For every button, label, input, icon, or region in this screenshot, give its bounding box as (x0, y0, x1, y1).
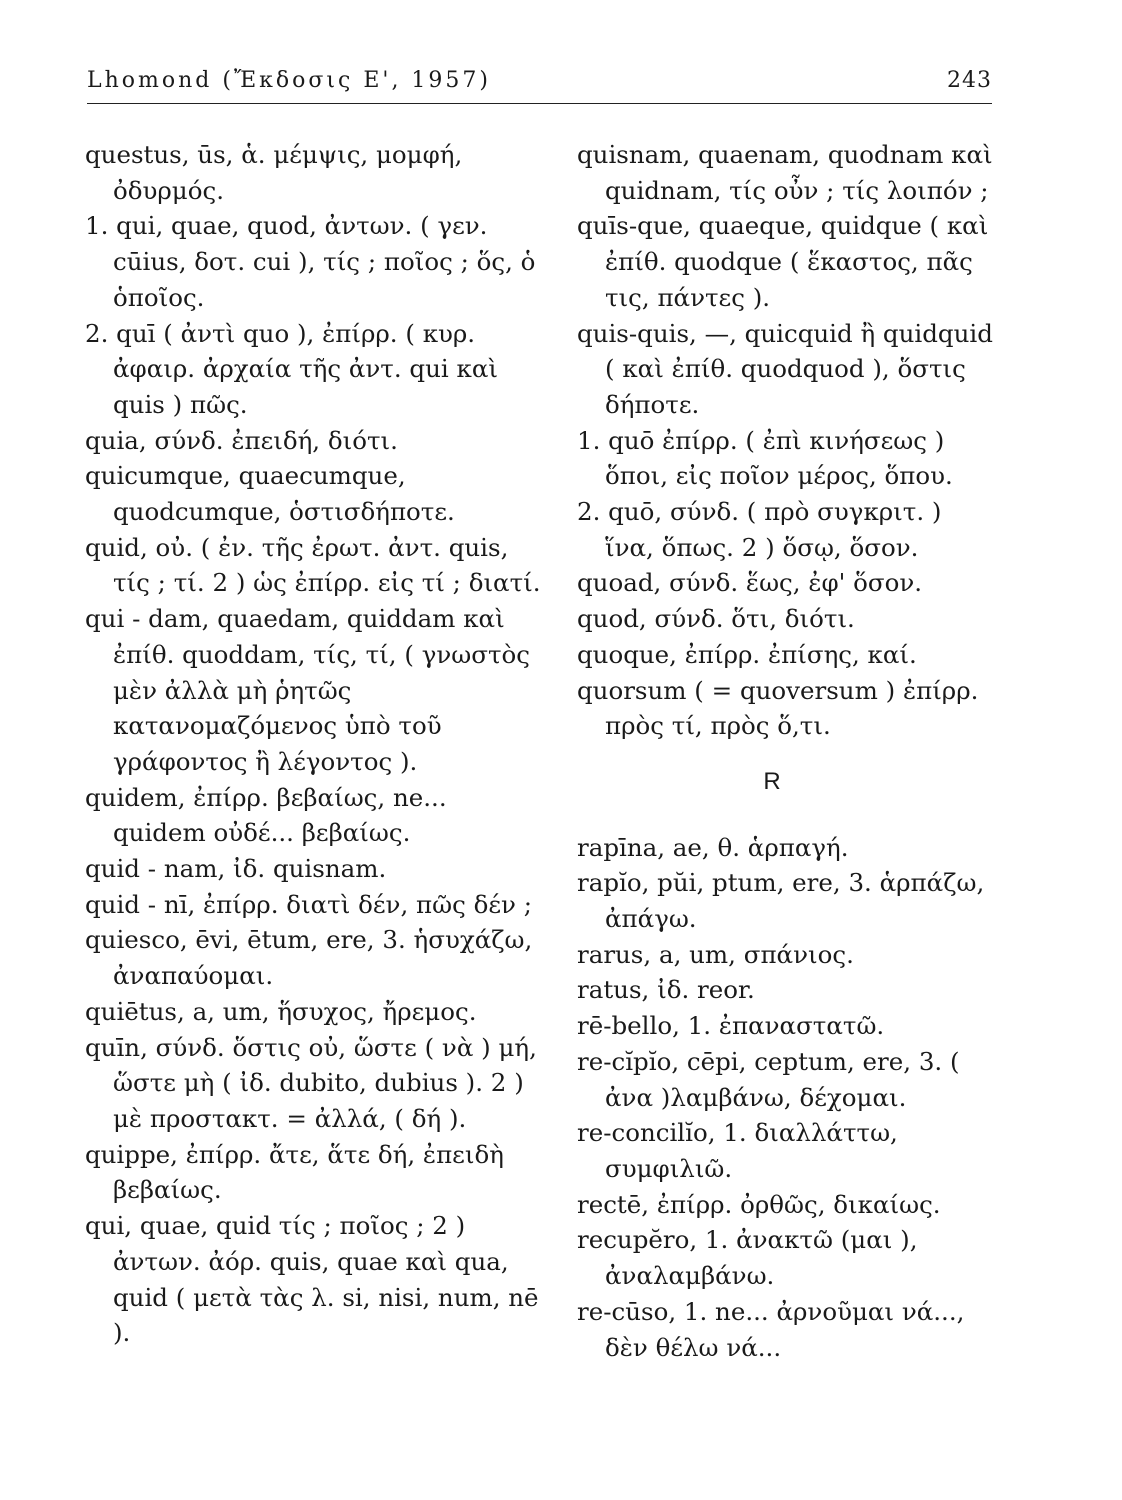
dictionary-entry: recupĕro, 1. ἀνακτῶ (μαι ), ἀναλαμβάνω. (577, 1225, 918, 1291)
dictionary-entry: rapīna, ae, θ. ἁρπαγή. (577, 832, 849, 862)
dictionary-entry: quīs-que, quaeque, quidque ( καὶ ἐπίθ. quodque ( ἕκαστος, πᾶς τις, πάντες ). (577, 211, 989, 312)
dictionary-entry: quoad, σύνδ. ἕως, ἐφ' ὅσον. (577, 568, 923, 598)
section-letter-heading: R (763, 767, 781, 795)
dictionary-entry: 1. quō ἐπίρρ. ( ἐπὶ κινήσεως ) ὅποι, εἰς ποῖον μέρος, ὅπου. (577, 425, 953, 491)
dictionary-entry: quiētus, a, um, ἥσυχος, ἤρεμος. (85, 996, 477, 1026)
dictionary-entry: 2. quō, σύνδ. ( πρὸ συγκριτ. ) ἵνα, ὅπως. 2 ) ὅσῳ, ὅσον. (577, 497, 942, 562)
dictionary-entry: rectē, ἐπίρρ. ὀρθῶς, δικαίως. (577, 1189, 941, 1219)
dictionary-entry: quod, σύνδ. ὅτι, διότι. (577, 604, 855, 634)
right-column (577, 137, 997, 1365)
dictionary-entry: quiesco, ēvi, ētum, ere, 3. ἡσυχάζω, ἀναπαύομαι. (85, 925, 533, 991)
dictionary-entry: ratus, ἰδ. reor. (577, 975, 755, 1005)
dictionary-entry: quid, οὐ. ( ἐν. τῆς ἐρωτ. ἀντ. quis, τίς ; τί. 2 ) ὡς ἐπίρρ. εἰς τί ; διατί. (85, 532, 541, 598)
dictionary-entry: re-concilĭo, 1. διαλλάττω, συμφιλιῶ. (577, 1118, 898, 1183)
dictionary-entry: questus, ūs, ἁ. μέμψις, μομφή, ὀδυρμός. (85, 140, 463, 205)
dictionary-entry: qui, quae, quid τίς ; ποῖος ; 2 ) ἀντων. ἀόρ. quis, quae καὶ qua, quid ( μετὰ τὰς λ. si, nisi, num, nē ). (85, 1211, 539, 1348)
header-rule (87, 103, 992, 104)
dictionary-entry: re-cūso, 1. ne... ἀρνοῦμαι νά..., δὲν θέλω νά... (577, 1296, 965, 1362)
dictionary-entry: rarus, a, um, σπάνιος. (577, 939, 854, 969)
dictionary-entry: quid - nī, ἐπίρρ. διατὶ δέν, πῶς δέν ; (85, 889, 532, 919)
running-head (87, 68, 992, 93)
left-column (85, 137, 545, 1351)
dictionary-entry: quorsum ( = quoversum ) ἐπίρρ. πρὸς τί, πρὸς ὅ,τι. (577, 675, 979, 741)
dictionary-entry: quis-quis, —, quicquid ἢ quidquid ( καὶ ἐπίθ. quodquod ), ὅστις δήποτε. (577, 318, 993, 419)
dictionary-entry: quid - nam, ἰδ. quisnam. (85, 854, 387, 884)
dictionary-entry: qui - dam, quaedam, quiddam καὶ ἐπίθ. quoddam, τίς, τί, ( γνωστὸς μὲν ἀλλὰ μὴ ῥητῶς κατανομαζόμενος ὑπὸ τοῦ γράφοντος ἢ λέγοντος ). (85, 604, 530, 776)
dictionary-entry: rē-bello, 1. ἐπαναστατῶ. (577, 1011, 885, 1041)
dictionary-entry: quidem, ἐπίρρ. βεβαίως, ne... quidem οὐδέ... βεβαίως. (85, 782, 447, 848)
dictionary-entry: re-cĭpĭo, cēpi, ceptum, ere, 3. ( ἀνα )λαμβάνω, δέχομαι. (577, 1046, 960, 1112)
dictionary-entry: quia, σύνδ. ἐπειδή, διότι. (85, 425, 398, 455)
dictionary-entry: rapĭo, pŭi, ptum, ere, 3. ἁρπάζω, ἀπάγω. (577, 868, 985, 934)
page-number: 243 (947, 68, 992, 93)
dictionary-entry: quicumque, quaecumque, quodcumque, ὁστισδήποτε. (85, 461, 455, 527)
running-title: Lhomond (Ἔκδοσις Ε', 1957) (87, 68, 492, 93)
dictionary-entry: quippe, ἐπίρρ. ἄτε, ἅτε δή, ἐπειδὴ βεβαίως. (85, 1139, 504, 1205)
dictionary-entry: 1. qui, quae, quod, ἀντων. ( γεν. cūius, δοτ. cui ), τίς ; ποῖος ; ὅς, ὁ ὁποῖος. (85, 211, 536, 312)
dictionary-entry: 2. quī ( ἀντὶ quo ), ἐπίρρ. ( κυρ. ἀφαιρ. ἀρχαία τῆς ἀντ. qui καὶ quis ) πῶς. (85, 318, 498, 419)
dictionary-entry: quoque, ἐπίρρ. ἐπίσης, καί. (577, 639, 917, 669)
dictionary-entry: quīn, σύνδ. ὅστις οὐ, ὥστε ( νὰ ) μή, ὥστε μὴ ( ἰδ. dubito, dubius ). 2 ) μὲ προστακτ. = ἀλλά, ( δή ). (85, 1032, 537, 1133)
dictionary-entry: quisnam, quaenam, quodnam καὶ quidnam, τίς οὖν ; τίς λοιπόν ; (577, 140, 993, 205)
